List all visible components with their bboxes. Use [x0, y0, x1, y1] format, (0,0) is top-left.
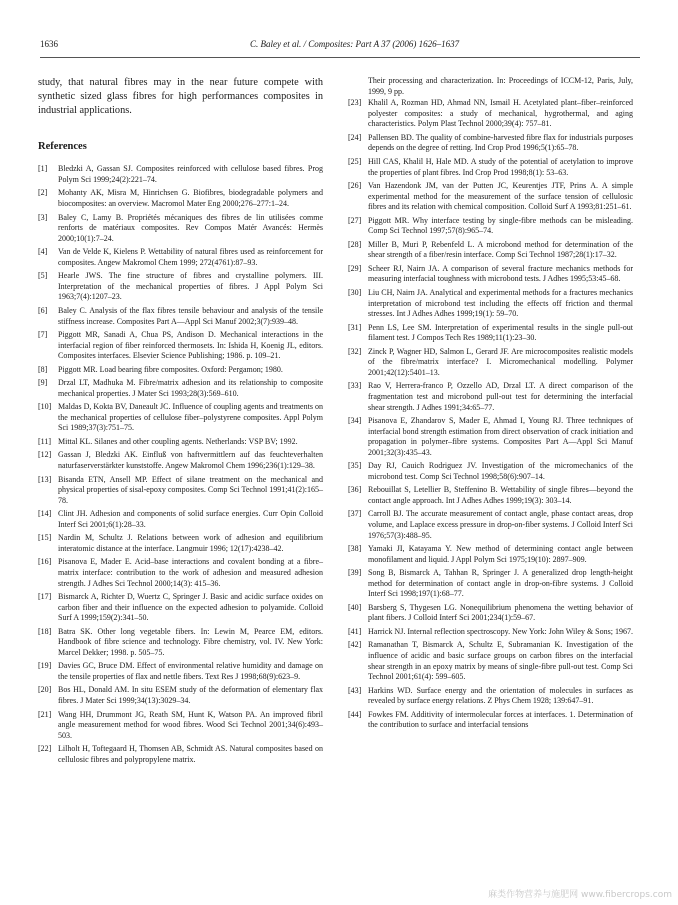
reference-number: [8] — [38, 364, 48, 374]
reference-number: [17] — [38, 592, 52, 602]
reference-number: [20] — [38, 685, 52, 695]
reference-number: [37] — [348, 509, 362, 519]
reference-item — [38, 330, 323, 362]
reference-number: [9] — [38, 378, 48, 388]
reference-number: [26] — [348, 181, 362, 191]
reference-item — [38, 247, 323, 268]
reference-number: [28] — [348, 239, 362, 249]
reference-number: [40] — [348, 602, 362, 612]
reference-text: Drzal LT, Madhuka M. Fibre/matrix adhesion and its relationship to composite mechanical properties. J Mater Sci 1993;28(3):569–610. — [58, 378, 323, 398]
running-header — [40, 39, 640, 53]
references-list-right — [348, 98, 633, 731]
reference-item — [348, 98, 633, 130]
reference-text: Clint JH. Adhesion and components of solid surface energies. Curr Opin Colloid Interf Sci 2001;6(1):28–33. — [58, 509, 323, 529]
reference-number: [13] — [38, 474, 52, 484]
reference-number: [11] — [38, 436, 52, 446]
reference-number: [7] — [38, 330, 48, 340]
reference-item — [348, 416, 633, 458]
page-number: 1636 — [40, 39, 58, 49]
reference-text: Baley C, Lamy B. Propriétés mécaniques des fibres de lin utilisées comme renforts de matériaux composites. Rev Compos Matér Avancés: Hermès 2000;10(1):7–24. — [58, 212, 323, 243]
references-heading: References — [38, 141, 87, 153]
reference-text: Wang HH, Drummont JG, Reath SM, Hunt K, Watson PA. An improved fibril angle measurement method for wood fibres. Wood Sci Technol 2001;34(6):493–503. — [58, 709, 323, 740]
reference-item — [348, 509, 633, 541]
reference-item — [348, 216, 633, 237]
reference-text: Baley C. Analysis of the flax fibres tensile behaviour and analysis of the tensile stiffness increase. Composites Part A—Appl Sci Manuf 2002;3(7):939–48. — [58, 305, 323, 326]
reference-text: Batra SK. Other long vegetable fibers. In: Lewin M, Pearce EM, editors. Handbook of fibre science and technology. Fibre chemistry, vol. IV. New York: Marcel Dekker; 1998. p. 505–75. — [58, 626, 323, 657]
reference-text: Khalil A, Rozman HD, Ahmad NN, Ismail H. Acetylated plant–fiber–reinforced polyester composites: a study of mechanical, hygrothermal, and aging characteristics. Polym Plast Technol 2000;39(4): 757–81. — [368, 98, 633, 129]
header-rule — [40, 57, 640, 58]
reference-text: Mittal KL. Silanes and other coupling agents. Netherlands: VSP BV; 1992. — [58, 436, 298, 446]
reference-number: [21] — [38, 709, 52, 719]
reference-item — [38, 685, 323, 706]
reference-item — [38, 557, 323, 589]
reference-item — [348, 544, 633, 565]
reference-text: Piggott MR. Why interface testing by single-fibre methods can be misleading. Comp Sci Technol 1997;57(8):965–74. — [368, 215, 633, 236]
reference-item — [348, 323, 633, 344]
reference-text: Davies GC, Bruce DM. Effect of environmental relative humidity and damage on the tensile properties of flax and nettle fibers. Text Res J 1998;68(9):623–9. — [58, 661, 323, 681]
reference-item — [348, 264, 633, 285]
reference-number: [18] — [38, 626, 52, 636]
reference-item — [38, 213, 323, 245]
reference-item — [38, 592, 323, 624]
reference-text: Lilholt H, Toftegaard H, Thomsen AB, Schmidt AS. Natural composites based on cellulosic fibres and polypropylene matrix. — [58, 744, 323, 764]
reference-number: [10] — [38, 402, 52, 412]
reference-item — [348, 288, 633, 320]
reference-number: [14] — [38, 509, 52, 519]
reference-text: Bismarck A, Richter D, Wuertz C, Springer J. Basic and acidic surface oxides on carbon fiber and their influence on the expected adhesion to polyamide. Colloid Surf A 1999;159(2):341–50. — [58, 592, 323, 623]
reference-number: [31] — [348, 322, 362, 332]
reference-text: Song B, Bismarck A, Tahhan R, Springer J. A generalized drop length-height method for determination of contact angle in drop-on-fibre systems. J Colloid Interf Sci 1998;197(1):68–77. — [368, 568, 633, 599]
reference-item — [348, 603, 633, 624]
reference-item — [38, 437, 323, 448]
intro-paragraph: study, that natural fibres may in the near future compete with synthetic sized glass fibres for high performances composites in industrial applications. — [38, 77, 323, 116]
reference-number: [23] — [348, 98, 362, 108]
reference-number: [24] — [348, 132, 362, 142]
reference-item — [38, 744, 323, 765]
reference-item — [38, 450, 323, 471]
reference-number: [39] — [348, 568, 362, 578]
reference-number: [2] — [38, 188, 48, 198]
reference-item — [348, 627, 633, 638]
reference-text: Liu CH, Nairn JA. Analytical and experimental methods for a fractures mechanics interpretation of microbond test including the effects off friction and thermal stresses. Int J Adhes Adhes 1999;19(1): 59–70. — [368, 287, 633, 319]
right-column — [348, 76, 633, 734]
reference-item — [38, 509, 323, 530]
reference-item — [348, 181, 633, 213]
reference-number: [41] — [348, 626, 362, 636]
reference-item — [348, 461, 633, 482]
reference-text: Van de Velde K, Kielens P. Wettability of natural fibres used as reinforcement for composites. Angew Makromol Chem 1999; 272(4761):87–93. — [58, 247, 323, 267]
reference-text: Mohanty AK, Misra M, Hinrichsen G. Biofibres, biodegradable polymers and biocomposites: an overview. Macromol Mater Eng 2000;276–277:1–24. — [58, 188, 323, 209]
reference-text: Fowkes FM. Additivity of intermolecular forces at interfaces. 1. Determination of the contribution to surface and interfacial tensions — [368, 709, 633, 730]
reference-number: [36] — [348, 485, 362, 495]
reference-text: Gassan J, Bledzki AK. Einfluß von haftvermittlern auf das feuchteverhalten naturfaserverstärkter kunststoffe. Angew Makromol Chem 1996;236(1):129–38. — [58, 450, 323, 471]
reference-number: [25] — [348, 156, 362, 166]
reference-text: Bledzki A, Gassan SJ. Composites reinforced with cellulose based fibres. Prog Polym Sci 1999;24(2):221–74. — [58, 164, 323, 184]
reference-item — [348, 133, 633, 154]
reference-item — [38, 378, 323, 399]
reference-item — [38, 402, 323, 434]
reference-item — [38, 271, 323, 303]
reference-number: [38] — [348, 544, 362, 554]
reference-number: [12] — [38, 450, 52, 460]
reference-item — [38, 188, 323, 209]
reference-text: Pisanova E, Mader E. Acid–base interactions and covalent bonding at a fibre–matrix interface: contribution to the work of adhesion and measured adhesion strength. J Adhes Sci Technol 2000;14(3): 415–36. — [58, 557, 323, 588]
reference-item — [348, 381, 633, 413]
reference-text: Zinck P, Wagner HD, Salmon L, Gerard JF. Are microcomposites realistic models of the fibre/matrix interface? I. Micromechanical modelling. Polymer 2001;42(12):5401–13. — [368, 346, 633, 377]
reference-text: Nardin M, Schultz J. Relations between work of adhesion and equilibrium interatomic distance at the interface. Langmuir 1996; 12(17):4238–42. — [58, 533, 323, 553]
reference-22-continuation: Their processing and characterization. In: Proceedings of ICCM-12, Paris, July, 1999, 9 pp. — [368, 76, 633, 96]
reference-item — [348, 157, 633, 178]
watermark: 麻类作物营养与施肥网 www.fibercrops.com — [488, 890, 672, 900]
reference-item — [348, 240, 633, 261]
reference-item — [38, 164, 323, 185]
reference-text: Rao V, Herrera-franco P, Ozzello AD, Drzal LT. A direct comparison of the fragmentation test and microbond pull-out test for determining the interfacial shear strength. J Adhes 1991;34:65–77. — [368, 381, 633, 412]
reference-text: Van Hazendonk JM, van der Putten JC, Keurentjes JTF, Prins A. A simple experimental method for the measurement of the surface tension of cellulosic fibres and its relation with chemical composition. Colloid Surf A 1993;81:251–61. — [368, 181, 633, 212]
reference-number: [22] — [38, 744, 52, 754]
reference-item — [348, 710, 633, 731]
reference-item — [348, 485, 633, 506]
reference-text: Hill CAS, Khalil H, Hale MD. A study of the potential of acetylation to improve the properties of plant fibres. Ind Crop Prod 1998;8(1): 53–63. — [368, 156, 633, 177]
reference-item — [38, 627, 323, 659]
reference-text: Piggott MR. Load bearing fibre composites. Oxford: Pergamon; 1980. — [58, 364, 283, 374]
reference-text: Day RJ, Cauich Rodriguez JV. Investigation of the micromechanics of the microbond test. Comp Sci Technol 1998;58(6):907–14. — [368, 461, 633, 481]
reference-number: [32] — [348, 346, 362, 356]
reference-number: [27] — [348, 215, 362, 225]
reference-number: [29] — [348, 263, 362, 273]
reference-item — [38, 533, 323, 554]
reference-text: Ramanathan T, Bismarck A, Schultz E, Subramanian K. Investigation of the influence of acidic and basic surface groups on carbon fibres on the interfacial shear strength in an epoxy matrix by means of single-fibre pull-out test. Comp Sci Technol 2001;61(4): 599–605. — [368, 640, 633, 682]
reference-number: [4] — [38, 247, 48, 257]
left-column — [38, 76, 323, 768]
reference-text: Yamaki JI, Katayama Y. New method of determining contact angle between monofilament and liquid. J Appl Polym Sci 1975;19(10): 2897–909. — [368, 544, 633, 564]
reference-text: Bos HL, Donald AM. In situ ESEM study of the deformation of elementary flax fibres. J Mater Sci 1999;34(13):3029–34. — [58, 685, 323, 706]
reference-number: [3] — [38, 212, 48, 222]
reference-item — [38, 365, 323, 376]
reference-item — [38, 475, 323, 507]
reference-text: Harrick NJ. Internal reflection spectroscopy. New York: John Wiley & Sons; 1967. — [368, 626, 633, 636]
reference-item — [38, 661, 323, 682]
reference-text: Pisanova E, Zhandarov S, Mader E, Ahmad I, Young RJ. Three techniques of interfacial bond strength estimation from direct observation of crack initiation and propagation in polymer–fibre systems. Composites Part A—Appl Sci Manuf 2001;32(3):435–43. — [368, 416, 633, 457]
reference-text: Miller B, Muri P, Rebenfeld L. A microbond method for determination of the shear strength of a fiber/resin interface. Comp Sci Technol 1987;28(1):17–32. — [368, 239, 633, 260]
reference-number: [15] — [38, 533, 52, 543]
reference-number: [35] — [348, 461, 362, 471]
reference-number: [6] — [38, 305, 48, 315]
reference-text: Hearle JWS. The fine structure of fibres and crystalline polymers. III. Interpretation of the mechanical properties of fibres. J Appl Polym Sci 1963;7(4):1207–23. — [58, 271, 323, 302]
reference-text: Pallensen BD. The quality of combine-harvested fibre flax for industrials purposes depends on the degree of retting. Ind Crop Prod 1996;5(1):65–78. — [368, 132, 633, 153]
reference-text: Harkins WD. Surface energy and the orientation of molecules in surfaces as revealed by surface energy relations. Z Phys Chem 1928; 139:647–91. — [368, 685, 633, 706]
reference-text: Rebouillat S, Letellier B, Steffenino B. Wettability of single fibres—beyond the contact angle approach. Int J Adhes Adhes 1999;19(3): 303–14. — [368, 485, 633, 505]
references-list-left — [38, 164, 323, 765]
reference-number: [1] — [38, 164, 48, 174]
reference-text: Maldas D, Kokta BV, Daneault JC. Influence of coupling agents and treatments on the mechanical properties of cellulose fiber–polystyrene composites. Appl Polym Sci 1989;37(3):751–75. — [58, 402, 323, 433]
reference-text: Carroll BJ. The accurate measurement of contact angle, phase contact areas, drop volume, and Laplace excess pressure in drop-on-fiber systems. J Colloid Interf Sci 1976;57(3):488–95. — [368, 509, 633, 540]
reference-number: [16] — [38, 557, 52, 567]
reference-number: [19] — [38, 661, 52, 671]
reference-item — [348, 347, 633, 379]
reference-text: Scheer RJ, Nairn JA. A comparison of several fracture mechanics methods for measuring interfacial toughness with microbond tests. J Adhes 1995;53:45–68. — [368, 263, 633, 284]
reference-text: Barsberg S, Thygesen LG. Nonequilibrium phenomena the wetting behavior of plant fibers. J Colloid Interf Sci 2001;234(1):59–67. — [368, 602, 633, 623]
reference-item — [38, 306, 323, 327]
reference-number: [30] — [348, 287, 362, 297]
reference-item — [348, 640, 633, 682]
reference-number: [33] — [348, 381, 362, 391]
reference-number: [44] — [348, 709, 362, 719]
reference-item — [348, 568, 633, 600]
reference-text: Bisanda ETN, Ansell MP. Effect of silane treatment on the mechanical and physical properties of sisal-epoxy composites. Comp Sci Technol 1991;41(2):165–78. — [58, 474, 323, 505]
reference-number: [42] — [348, 640, 362, 650]
reference-number: [34] — [348, 416, 362, 426]
reference-text: Penn LS, Lee SM. Interpretation of experimental results in the single pull-out filament test. J Compos Tech Res 1989;11(1):23–30. — [368, 322, 633, 343]
reference-number: [43] — [348, 685, 362, 695]
journal-citation: C. Baley et al. / Composites: Part A 37 (2006) 1626–1637 — [250, 39, 460, 49]
reference-item — [348, 686, 633, 707]
reference-text: Piggott MR, Sanadi A, Chua PS, Andison D. Mechanical interactions in the interfacial region of fiber reinforced thermosets. In: Ishida H, Koenig JL, editors. Composites interfaces. Elsevier Science Publishing; 1986. p. 109–21. — [58, 330, 323, 361]
reference-item — [38, 710, 323, 742]
reference-number: [5] — [38, 271, 48, 281]
